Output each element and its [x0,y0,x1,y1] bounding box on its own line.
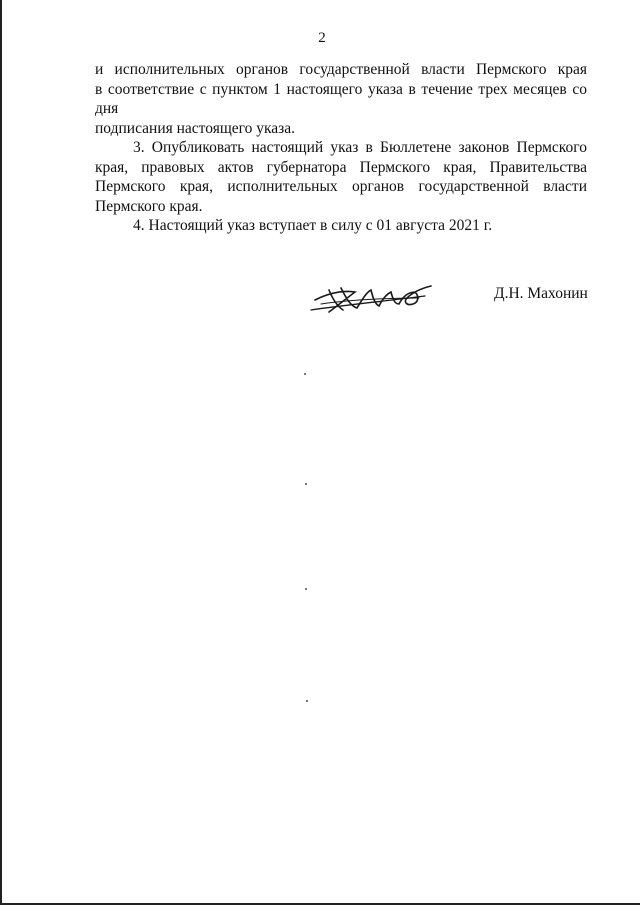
scan-speck [305,483,307,485]
text-line: и исполнительных органов государственной власти Пермского края [95,61,587,78]
paragraph-item-4 [95,216,587,236]
document-body [95,60,587,236]
paragraph-continuation [95,60,587,138]
handwritten-signature [307,276,437,318]
text-line: в соответствие с пунктом 1 настоящего указа в течение трех месяцев со дня [95,80,587,117]
scan-speck [305,588,307,590]
paragraph-item-3 [95,138,587,216]
scan-speck [306,700,308,702]
scan-speck [304,373,306,375]
signer-name: Д.Н. Махонин [494,285,588,302]
text-line: 4. Настоящий указ вступает в силу с 01 августа 2021 г. [133,217,493,234]
page-number: 2 [318,30,326,46]
text-line: подписания настоящего указа. [95,119,296,137]
text-line: края, правовых актов губернатора Пермского края, Правительства [95,158,587,176]
text-line: 3. Опубликовать настоящий указ в Бюллетене законов Пермского [133,139,587,156]
text-line: Пермского края. [95,197,203,215]
text-line: Пермского края, исполнительных органов государственной власти [95,178,587,195]
